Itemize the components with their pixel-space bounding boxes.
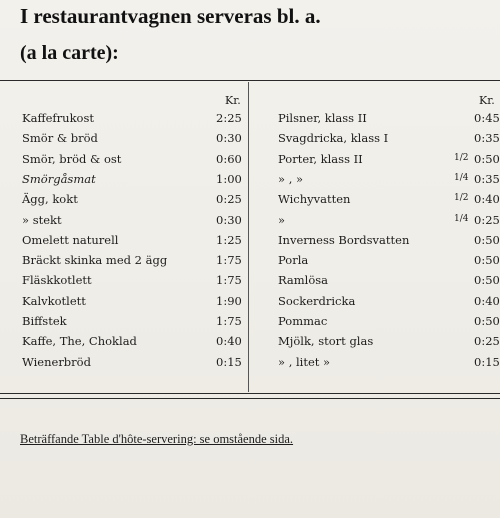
item-price: 0:50 xyxy=(474,314,500,328)
item-price: 0:60 xyxy=(216,151,242,166)
right-menu-item xyxy=(0,253,500,271)
item-name: Ramlösa xyxy=(278,273,329,288)
item-portion: 1/4 xyxy=(454,172,469,183)
right-menu-item xyxy=(0,131,500,149)
item-price: 0:50 xyxy=(474,232,500,247)
item-portion: 1/4 xyxy=(454,213,469,224)
right-menu-item xyxy=(0,192,500,210)
item-price: 0:35 xyxy=(474,171,500,186)
item-price: 0:30 xyxy=(216,212,242,227)
item-name: Ägg, kokt xyxy=(22,192,78,207)
item-name: Smör, bröd & ost xyxy=(22,151,122,166)
item-price: 1:75 xyxy=(216,273,242,288)
right-menu-item xyxy=(0,314,500,332)
item-price: 1:25 xyxy=(216,232,242,247)
item-portion: 1/2 xyxy=(454,152,469,163)
item-name: Pilsner, klass II xyxy=(278,111,367,125)
item-name: » stekt xyxy=(22,212,62,227)
item-name: Svagdricka, klass I xyxy=(278,131,389,146)
item-name: Kaffefrukost xyxy=(22,111,94,125)
top-divider xyxy=(0,80,500,81)
item-name: Smör & bröd xyxy=(22,131,98,146)
item-price: 1:75 xyxy=(216,314,242,328)
item-name: Porter, klass II xyxy=(278,151,363,166)
right-menu-item xyxy=(0,273,500,291)
right-menu-item xyxy=(0,294,500,312)
right-menu-item xyxy=(0,233,500,251)
item-price: 1:90 xyxy=(216,293,242,308)
item-name: Fläskkotlett xyxy=(22,273,92,288)
item-price: 1:00 xyxy=(216,171,242,186)
item-price: 0:30 xyxy=(216,131,242,146)
item-price: 0:40 xyxy=(474,192,500,207)
item-name: Kaffe, The, Choklad xyxy=(22,334,137,349)
item-name: Smörgåsmat xyxy=(22,171,96,186)
right-menu-item xyxy=(0,355,500,373)
item-price: 0:45 xyxy=(474,111,500,125)
item-name: Wienerbröd xyxy=(22,354,91,369)
item-price: 0:50 xyxy=(474,273,500,288)
item-name: » xyxy=(278,212,286,227)
left-currency-header: Kr. xyxy=(225,94,241,107)
right-menu-item xyxy=(0,152,500,170)
item-price: 0:35 xyxy=(474,131,500,146)
item-price: 0:40 xyxy=(474,293,500,308)
footer-note-text: Beträffande Table d'hôte-servering: se omstående sida. xyxy=(20,432,294,446)
right-menu-item xyxy=(0,172,500,190)
item-price: 0:15 xyxy=(474,354,500,369)
item-price: 0:25 xyxy=(474,212,500,227)
item-portion: 1/2 xyxy=(454,193,469,204)
item-name: Kalvkotlett xyxy=(22,293,86,308)
item-price: 1:75 xyxy=(216,253,242,268)
item-name: Pommac xyxy=(278,314,328,328)
item-price: 0:50 xyxy=(474,151,500,166)
menu-subtitle: (a la carte): xyxy=(20,42,119,64)
item-price: 0:40 xyxy=(216,334,242,349)
item-name: Porla xyxy=(278,253,309,268)
item-name: » , » xyxy=(278,171,304,186)
item-name: » , litet » xyxy=(278,354,331,369)
bottom-divider xyxy=(0,393,500,394)
item-name: Inverness Bordsvatten xyxy=(278,232,410,247)
right-currency-header: Kr. xyxy=(479,94,495,107)
right-menu-item xyxy=(0,334,500,352)
item-price: 2:25 xyxy=(216,111,242,125)
item-name: Wichyvatten xyxy=(278,192,351,207)
item-name: Mjölk, stort glas xyxy=(278,334,374,349)
item-price: 0:15 xyxy=(216,354,242,369)
footer-note xyxy=(20,432,293,447)
item-name: Biffstek xyxy=(22,314,67,328)
menu-title: I restaurantvagnen serveras bl. a. xyxy=(20,4,321,28)
item-price: 0:50 xyxy=(474,253,500,268)
bottom-divider-thin xyxy=(0,398,500,399)
item-price: 0:25 xyxy=(474,334,500,349)
right-menu-item xyxy=(0,111,500,129)
item-price: 0:25 xyxy=(216,192,242,207)
item-name: Bräckt skinka med 2 ägg xyxy=(22,253,168,268)
item-name: Omelett naturell xyxy=(22,232,119,247)
right-menu-item xyxy=(0,213,500,231)
item-name: Sockerdricka xyxy=(278,293,356,308)
